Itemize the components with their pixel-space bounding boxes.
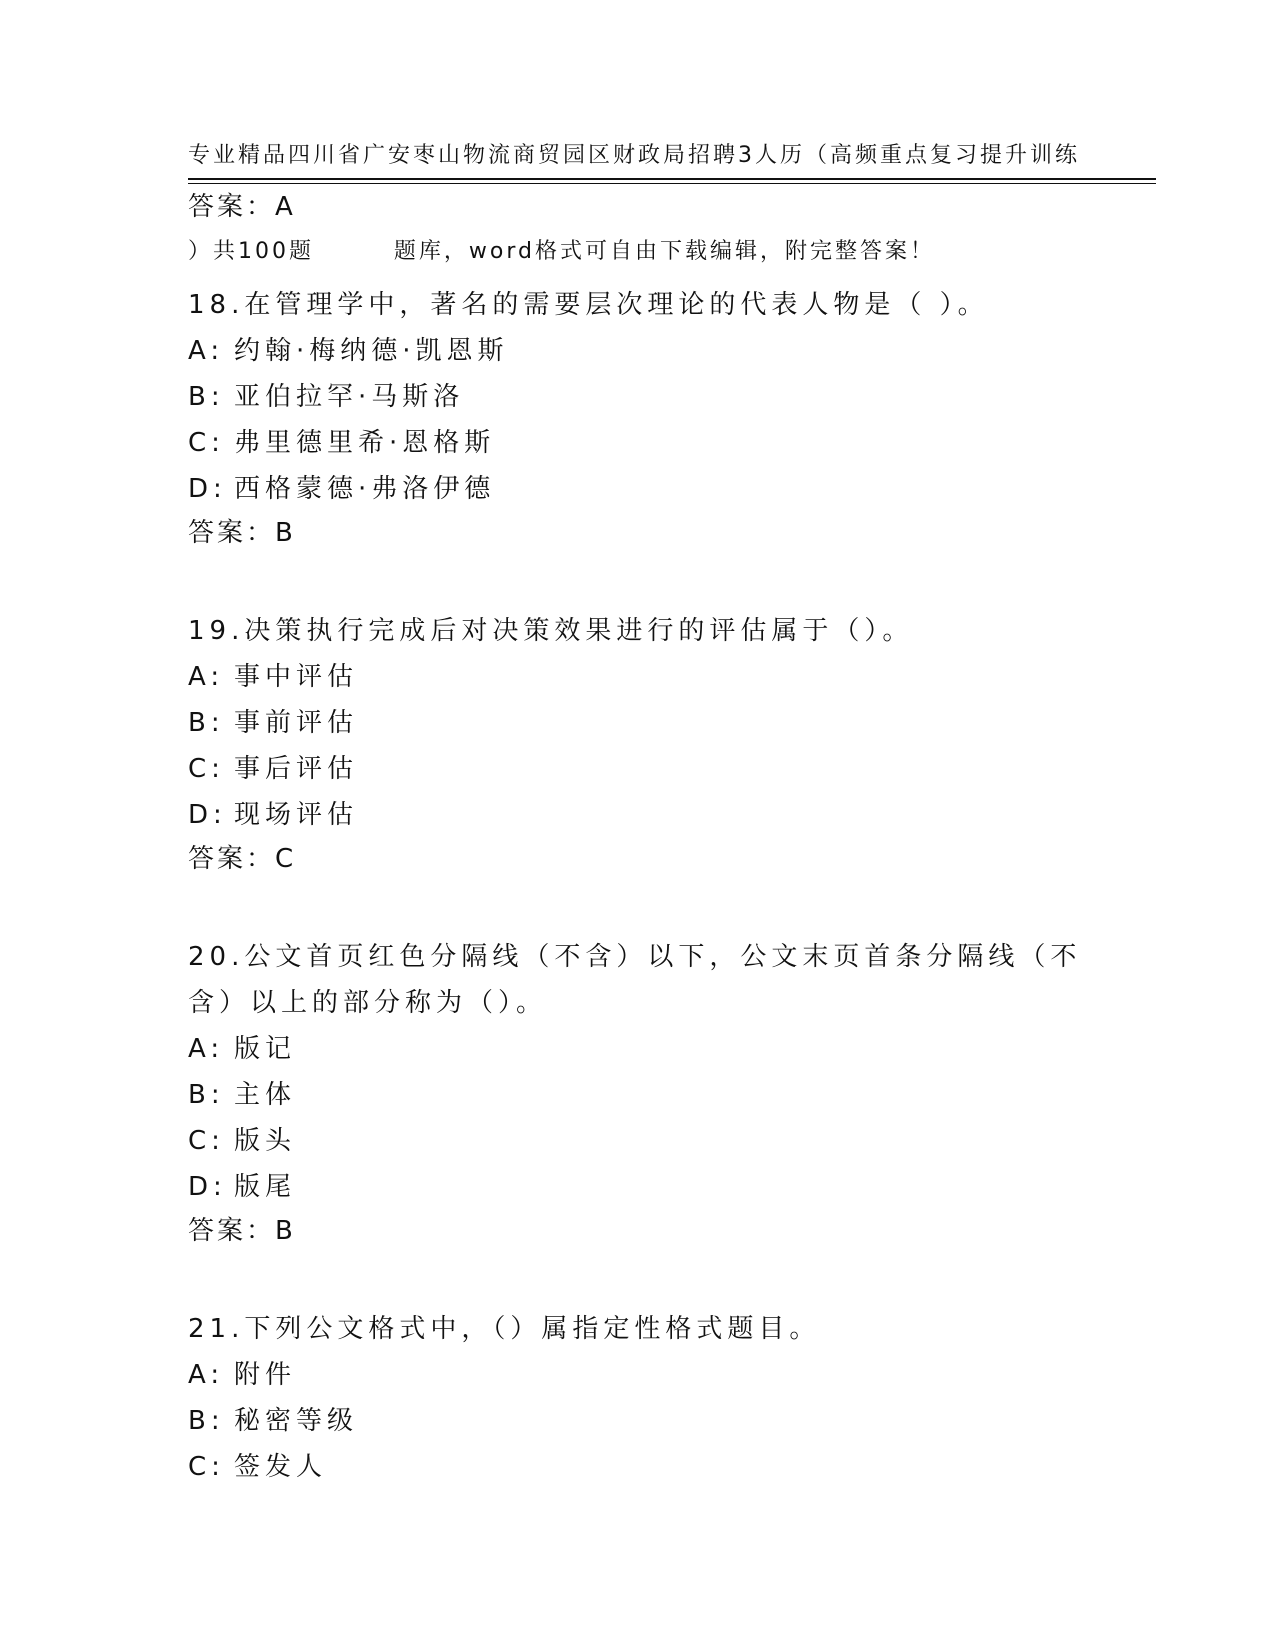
option-text: 事中评估	[234, 662, 359, 692]
answer-line: 答案：C	[188, 844, 297, 874]
option-a	[188, 654, 1128, 700]
option-c	[188, 1118, 1128, 1164]
option-c	[188, 1444, 1128, 1490]
header-line-1: 专业精品四川省广安枣山物流商贸园区财政局招聘3人历（高频重点复习提升训练	[188, 143, 1080, 168]
question-stem: 21.下列公文格式中，（）属指定性格式题目。	[188, 1314, 821, 1344]
answer-line: 答案：B	[188, 518, 296, 548]
option-d	[188, 792, 1128, 838]
question-item	[188, 282, 1128, 550]
option-key: C:	[188, 1126, 225, 1156]
question-stem: 20.公文首页红色分隔线（不含）以下，公文末页首条分隔线（不含）以上的部分称为（）。	[188, 942, 1082, 1018]
option-key: A:	[188, 1360, 225, 1390]
option-a	[188, 1026, 1128, 1072]
question-stem: 18.在管理学中，著名的需要层次理论的代表人物是（ ）。	[188, 290, 989, 320]
question-item	[188, 608, 1128, 876]
header-rule-thick	[188, 178, 1156, 180]
option-text: 亚伯拉罕·马斯洛	[234, 382, 465, 412]
header-line-2: ）共100题 题库，word格式可自由下载编辑，附完整答案！	[188, 239, 936, 264]
option-text: 现场评估	[234, 800, 359, 830]
option-text: 签发人	[234, 1452, 328, 1482]
question-stem: 19.决策执行完成后对决策效果进行的评估属于（）。	[188, 616, 914, 646]
option-a	[188, 1352, 1128, 1398]
option-key: A:	[188, 336, 225, 366]
option-c	[188, 746, 1128, 792]
option-b	[188, 1072, 1128, 1118]
option-text: 事后评估	[234, 754, 359, 784]
option-key: D:	[188, 474, 227, 504]
option-b	[188, 700, 1128, 746]
previous-answer: 答案：A	[188, 192, 296, 222]
option-d	[188, 466, 1128, 512]
option-key: A:	[188, 662, 225, 692]
option-key: B:	[188, 1406, 225, 1436]
option-d	[188, 1164, 1128, 1210]
answer-line: 答案：B	[188, 1216, 296, 1246]
option-text: 事前评估	[234, 708, 359, 738]
question-item	[188, 934, 1128, 1248]
question-list	[188, 190, 1128, 1490]
option-text: 版记	[234, 1034, 297, 1064]
option-key: C:	[188, 428, 225, 458]
option-key: B:	[188, 382, 225, 412]
option-text: 版头	[234, 1126, 297, 1156]
option-b	[188, 374, 1128, 420]
option-text: 弗里德里希·恩格斯	[234, 428, 496, 458]
option-key: C:	[188, 1452, 225, 1482]
question-item	[188, 1306, 1128, 1490]
option-key: D:	[188, 800, 227, 830]
option-a	[188, 328, 1128, 374]
option-key: C:	[188, 754, 225, 784]
option-text: 附件	[234, 1360, 297, 1390]
option-b	[188, 1398, 1128, 1444]
option-text: 西格蒙德·弗洛伊德	[234, 474, 496, 504]
option-key: B:	[188, 708, 225, 738]
option-text: 秘密等级	[234, 1406, 359, 1436]
option-key: A:	[188, 1034, 225, 1064]
option-text: 约翰·梅纳德·凯恩斯	[234, 336, 509, 366]
option-key: D:	[188, 1172, 227, 1202]
option-text: 版尾	[234, 1172, 297, 1202]
option-key: B:	[188, 1080, 225, 1110]
header-rule-thin	[188, 183, 1156, 184]
option-text: 主体	[234, 1080, 297, 1110]
option-c	[188, 420, 1128, 466]
